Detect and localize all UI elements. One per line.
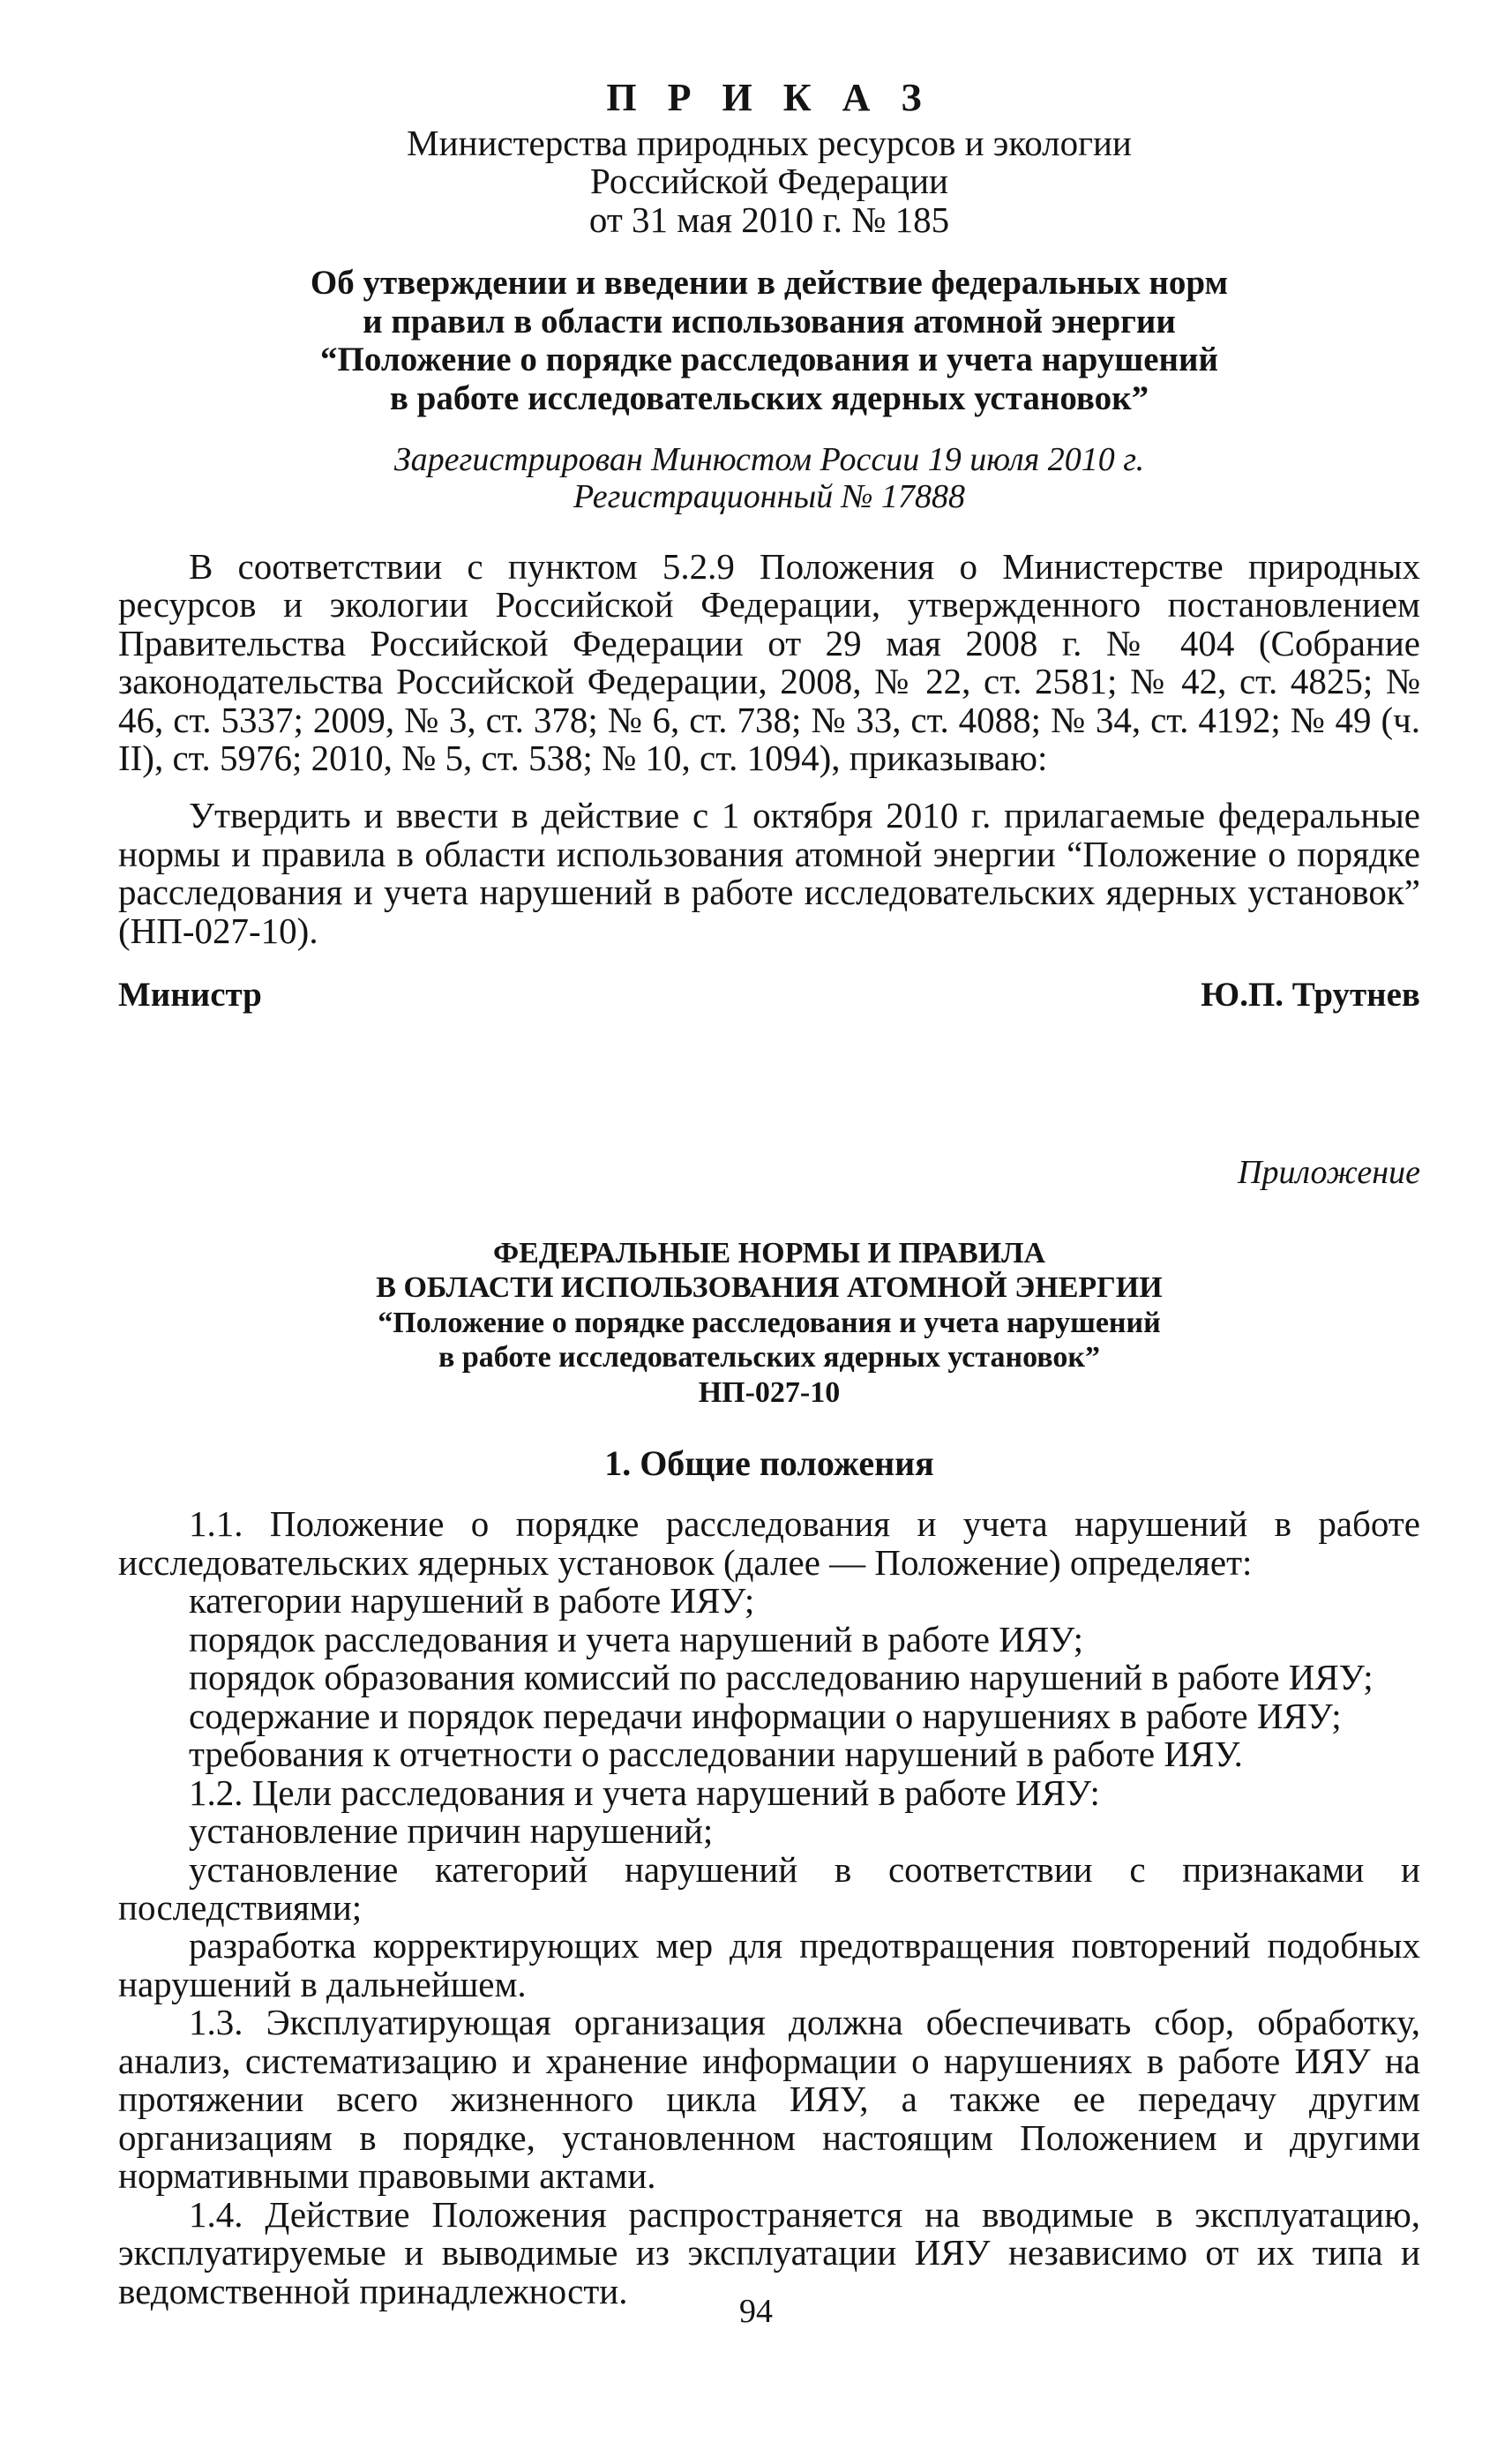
- appendix-code: НП-027-10: [698, 1375, 841, 1409]
- subject-line: и правил в области использования атомной энергии: [363, 302, 1176, 341]
- signatory-position: Министр: [118, 976, 262, 1015]
- signature-row: [118, 977, 1420, 1013]
- list-item: установление категорий нарушений в соответствии с признаками и последствиями;: [118, 1848, 1420, 1928]
- issuer-line: Министерства природных ресурсов и экологии: [407, 122, 1132, 163]
- signatory-name: Ю.П. Трутнев: [1201, 976, 1420, 1015]
- subject-line: “Положение о порядке расследования и учета нарушений: [320, 341, 1218, 379]
- list-item: содержание и порядок передачи информации о нарушениях в работе ИЯУ;: [189, 1695, 1342, 1736]
- preamble-paragraph: В соответствии с пунктом 5.2.9 Положения о Министерстве природных ресурсов и экологии Российской Федерации, утвержденного постановлением Правительства Российской Федерации от 29 мая 2008 г. № 404 (Собрание законодательства Российской Федерации, 2008, № 22, ст. 2581; № 42, ст. 4825; № 46, ст. 5337; 2009, № 3, ст. 378; № 6, ст. 738; № 33, ст. 4088; № 34, ст. 4192; № 49 (ч. II), ст. 5976; 2010, № 5, ст. 538; № 10, ст. 1094), приказываю:: [118, 545, 1420, 779]
- clause-1-3: 1.3. Эксплуатирующая организация должна обеспечивать сбор, обработку, анализ, систематизацию и хранение информации о нарушениях в работе ИЯУ на протяжении всего жизненного цикла ИЯУ, а также ее передачу другим организациям в порядке, установленном настоящим Положением и другими нормативными правовыми актами.: [118, 2002, 1420, 2197]
- appendix-title: [118, 1236, 1420, 1410]
- order-title: П Р И К А З: [606, 76, 932, 119]
- subject-line: Об утверждении и введении в действие федеральных норм: [310, 263, 1229, 302]
- appendix-title-line: ФЕДЕРАЛЬНЫЕ НОРМЫ И ПРАВИЛА: [492, 1236, 1046, 1270]
- list-item: порядок образования комиссий по расследованию нарушений в работе ИЯУ;: [189, 1657, 1374, 1698]
- page-number: 94: [739, 2293, 773, 2330]
- appendix-label: Приложение: [1238, 1153, 1420, 1191]
- order-date: от 31 мая 2010 г. № 185: [588, 199, 950, 240]
- list-item: категории нарушений в работе ИЯУ;: [189, 1580, 755, 1622]
- list-item: разработка корректирующих мер для предотвращения повторений подобных нарушений в дальнейшем.: [118, 1925, 1420, 2004]
- registration-note: [118, 441, 1420, 516]
- resolution-paragraph: Утвердить и ввести в действие с 1 октября 2010 г. прилагаемые федеральные нормы и правила в области использования атомной энергии “Положение о порядке расследования и учета нарушений в работе исследовательских ядерных установок” (НП-027-10).: [118, 795, 1420, 951]
- order-subject: [118, 264, 1420, 418]
- appendix-title-line: В ОБЛАСТИ ИСПОЛЬЗОВАНИЯ АТОМНОЙ ЭНЕРГИИ: [376, 1271, 1163, 1305]
- list-item: требования к отчетности о расследовании нарушений в работе ИЯУ.: [189, 1734, 1243, 1775]
- list-item: установление причин нарушений;: [189, 1810, 714, 1852]
- appendix-title-line: в работе исследовательских ядерных установок”: [438, 1341, 1100, 1375]
- appendix-title-line: “Положение о порядке расследования и учета нарушений: [378, 1306, 1161, 1339]
- clause-1-2: 1.2. Цели расследования и учета нарушений в работе ИЯУ:: [189, 1772, 1100, 1813]
- registration-line: Регистрационный № 17888: [573, 478, 966, 516]
- list-item: порядок расследования и учета нарушений в работе ИЯУ;: [189, 1618, 1084, 1659]
- order-header: [118, 78, 1420, 239]
- section-heading: 1. Общие положения: [604, 1443, 934, 1484]
- issuer-block: [118, 124, 1420, 239]
- registration-line: Зарегистрирован Минюстом России 19 июля 2010 г.: [393, 440, 1145, 478]
- clause-1-4: 1.4. Действие Положения распространяется на вводимые в эксплуатацию, эксплуатируемые и выводимые из эксплуатации ИЯУ независимо от их типа и ведомственной принадлежности.: [118, 2193, 1420, 2311]
- clause-1-1: 1.1. Положение о порядке расследования и учета нарушений в работе исследовательских ядерных установок (далее — Положение) определяет:: [118, 1503, 1420, 1583]
- subject-line: в работе исследовательских ядерных установок”: [389, 379, 1149, 417]
- issuer-line: Российской Федерации: [590, 161, 948, 202]
